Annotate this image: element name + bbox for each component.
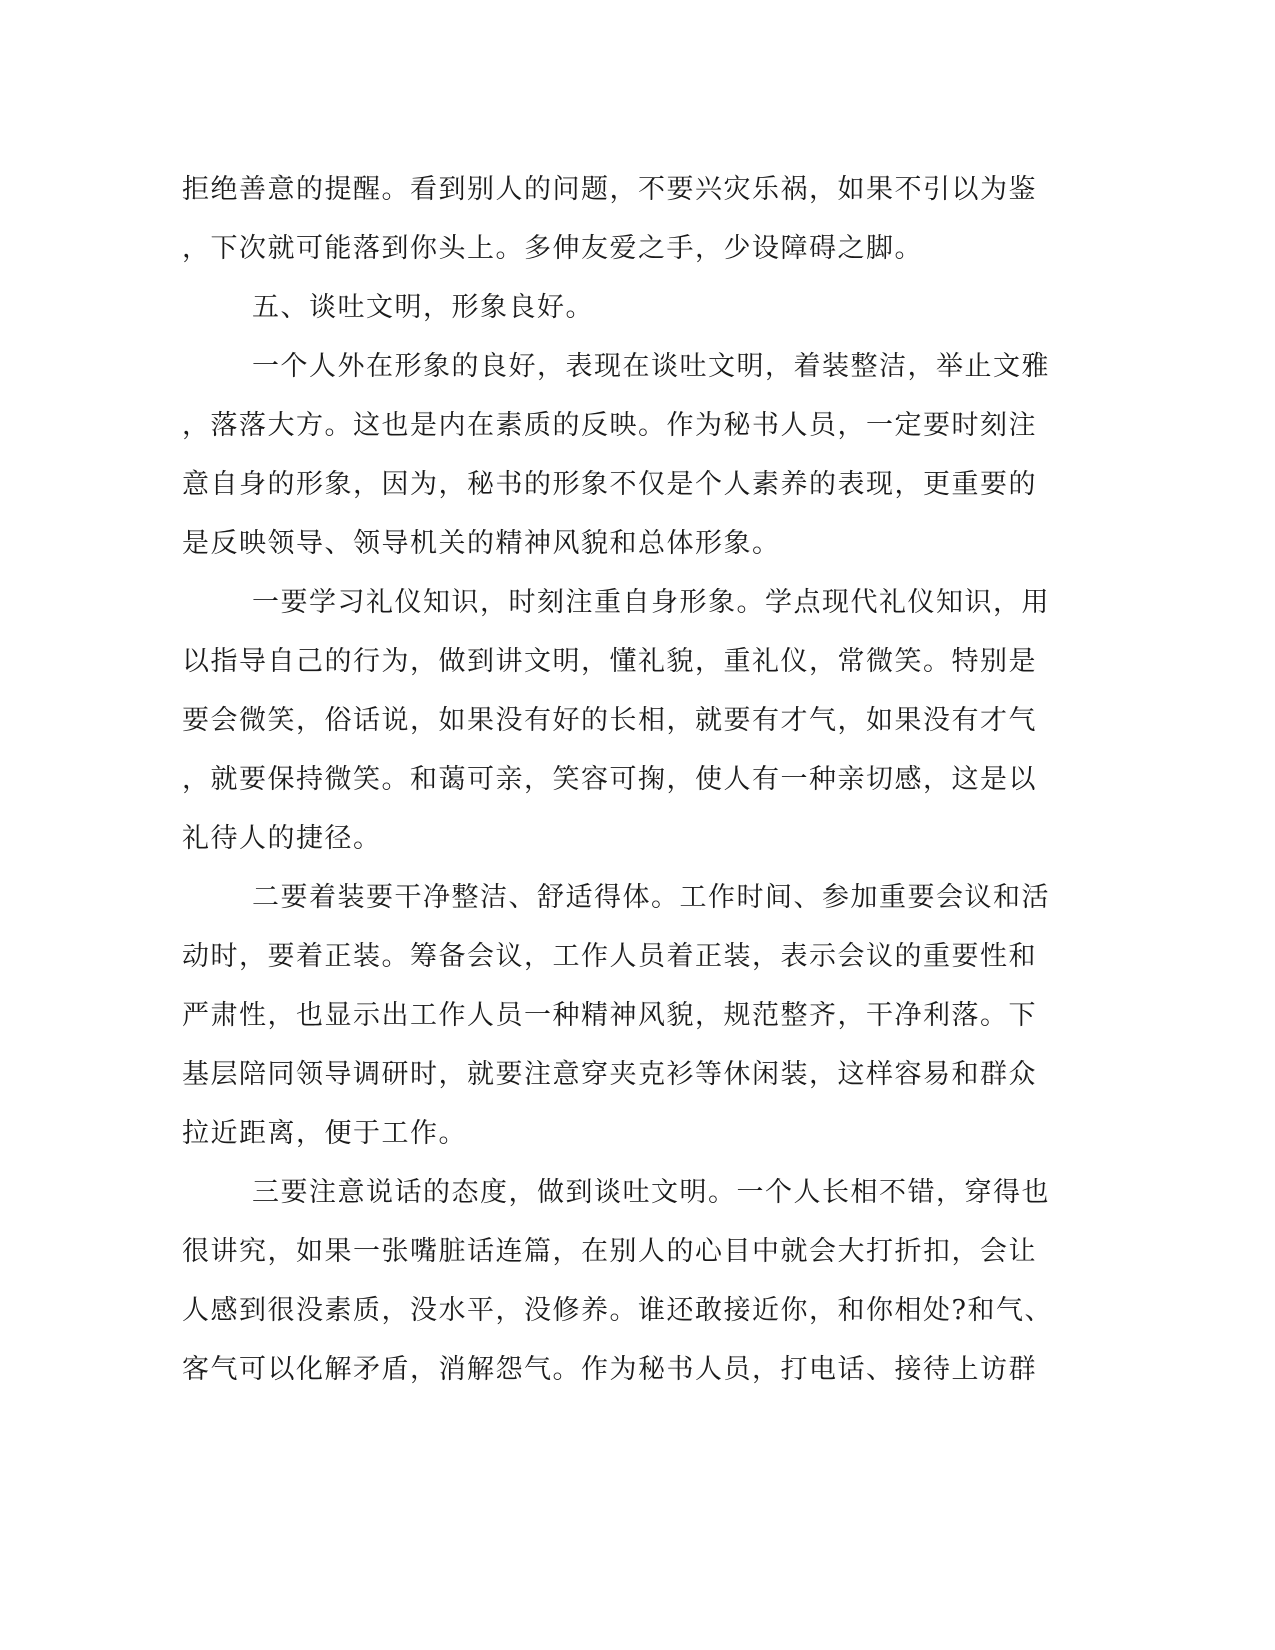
- text-line: 要会微笑，俗话说，如果没有好的长相，就要有才气，如果没有才气: [182, 705, 1037, 736]
- text-line: 客气可以化解矛盾，消解怨气。作为秘书人员，打电话、接待上访群: [182, 1354, 1037, 1385]
- text-line: 严肃性，也显示出工作人员一种精神风貌，规范整齐，干净利落。下: [182, 1000, 1037, 1031]
- text-line: 意自身的形象，因为，秘书的形象不仅是个人素养的表现，更重要的: [182, 469, 1037, 500]
- text-line: 是反映领导、领导机关的精神风貌和总体形象。: [182, 528, 781, 559]
- text-line: ，就要保持微笑。和蔼可亲，笑容可掬，使人有一种亲切感，这是以: [182, 764, 1037, 795]
- text-line: 礼待人的捷径。: [182, 823, 382, 854]
- text-line: 基层陪同领导调研时，就要注意穿夹克衫等休闲装，这样容易和群众: [182, 1059, 1037, 1090]
- text-line: ，落落大方。这也是内在素质的反映。作为秘书人员，一定要时刻注: [182, 410, 1037, 441]
- text-line: 拒绝善意的提醒。看到别人的问题，不要兴灾乐祸，如果不引以为鉴: [182, 174, 1037, 205]
- text-line: 很讲究，如果一张嘴脏话连篇，在别人的心目中就会大打折扣，会让: [182, 1236, 1037, 1267]
- text-line: 一要学习礼仪知识，时刻注重自身形象。学点现代礼仪知识，用: [252, 587, 1050, 618]
- section-heading: 五、谈吐文明，形象良好。: [252, 292, 594, 323]
- text-line: 以指导自己的行为，做到讲文明，懂礼貌，重礼仪，常微笑。特别是: [182, 646, 1037, 677]
- text-line: 一个人外在形象的良好，表现在谈吐文明，着装整洁，举止文雅: [252, 351, 1050, 382]
- text-line: ，下次就可能落到你头上。多伸友爱之手，少设障碍之脚。: [182, 233, 923, 264]
- text-line: 三要注意说话的态度，做到谈吐文明。一个人长相不错，穿得也: [252, 1177, 1050, 1208]
- text-line: 二要着装要干净整洁、舒适得体。工作时间、参加重要会议和活: [252, 882, 1050, 913]
- text-line: 人感到很没素质，没水平，没修养。谁还敢接近你，和你相处?和气、: [182, 1295, 1053, 1326]
- text-line: 动时，要着正装。筹备会议，工作人员着正装，表示会议的重要性和: [182, 941, 1037, 972]
- text-line: 拉近距离，便于工作。: [182, 1118, 467, 1149]
